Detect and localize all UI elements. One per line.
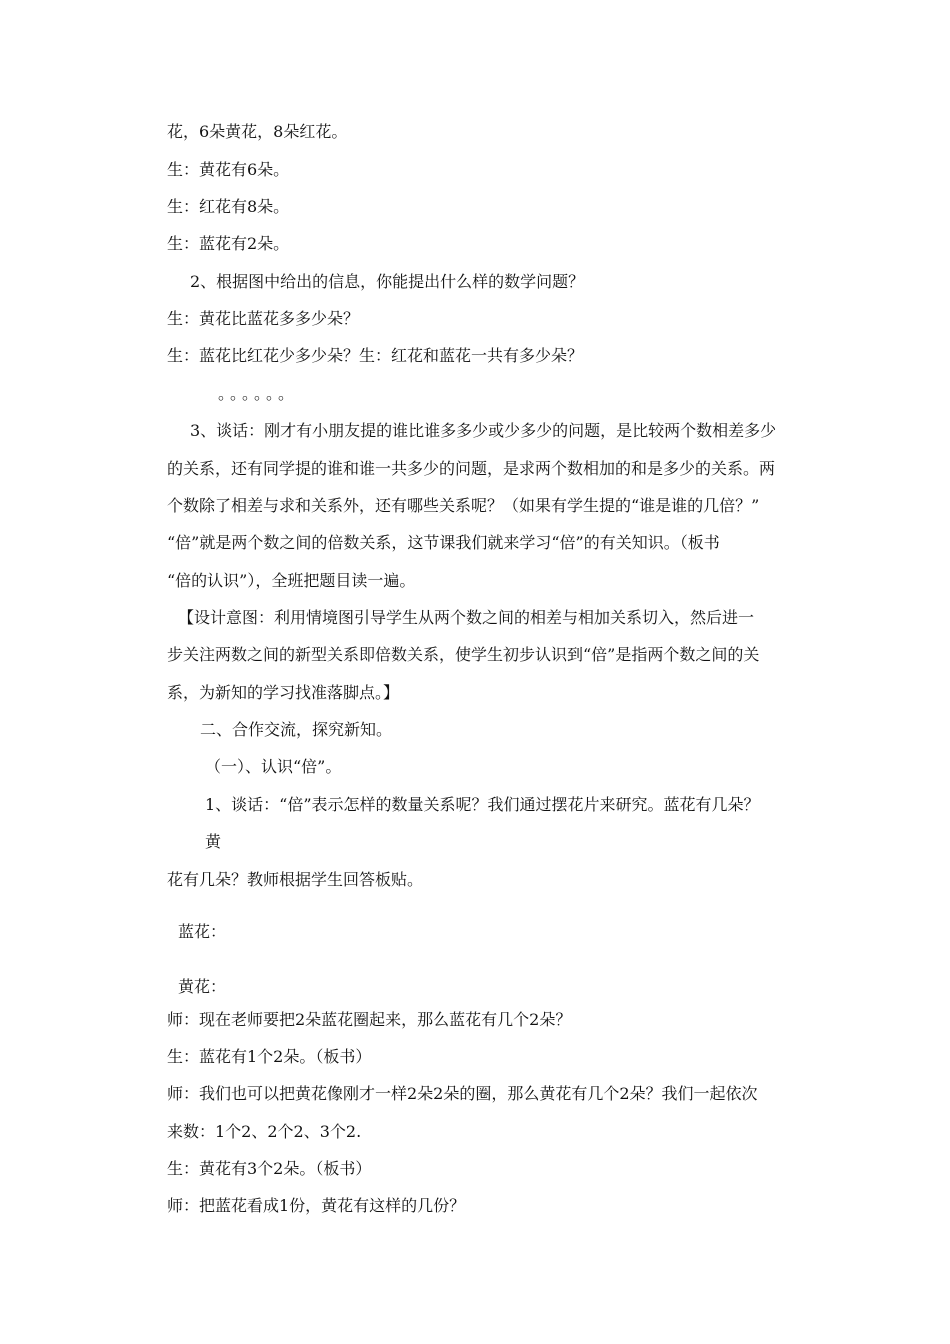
paragraph-line: 的关系，还有同学提的谁和谁一共多少的问题，是求两个数相加的和是多少的关系。两 <box>167 459 776 478</box>
text-line: 花，6朵黄花，8朵红花。 <box>167 122 348 141</box>
paragraph-line: “倍”就是两个数之间的倍数关系，这节课我们就来学习“倍”的有关知识。（板书 <box>167 533 720 552</box>
text-line: 师：现在老师要把2朵蓝花圈起来，那么蓝花有几个2朵？ <box>167 1010 572 1029</box>
text-line: 生：蓝花有2朵。 <box>167 234 290 253</box>
text-line: 生：蓝花有1个2朵。（板书） <box>167 1047 372 1066</box>
text-line: 生：黄花有6朵。 <box>167 160 290 179</box>
design-intent-line: 系，为新知的学习找准落脚点。】 <box>167 683 400 702</box>
text-line: 生：黄花有3个2朵。（板书） <box>167 1159 372 1178</box>
paragraph-line: 黄 <box>205 832 222 851</box>
paragraph-line: 1、谈话：“倍”表示怎样的数量关系呢？我们通过摆花片来研究。蓝花有几朵？ <box>205 795 760 814</box>
paragraph-line: 个数除了相差与求和关系外，还有哪些关系呢？（如果有学生提的“谁是谁的几倍？” <box>167 496 760 515</box>
text-line: 师：我们也可以把黄花像刚才一样2朵2朵的圈，那么黄花有几个2朵？我们一起依次 <box>167 1084 758 1103</box>
text-line: 生：蓝花比红花少多少朵？生：红花和蓝花一共有多少朵？ <box>167 346 584 365</box>
question-heading: 2、根据图中给出的信息，你能提出什么样的数学问题？ <box>190 272 585 291</box>
ellipsis-line: 。。。。。。 <box>218 384 299 403</box>
yellow-flower-label: 黄花： <box>178 977 227 996</box>
paragraph-line: 3、谈话：刚才有小朋友提的谁比谁多多少或少多少的问题，是比较两个数相差多少 <box>190 421 777 440</box>
design-intent-line: 【设计意图：利用情境图引导学生从两个数之间的相差与相加关系切入，然后进一 <box>178 608 755 627</box>
design-intent-line: 步关注两数之间的新型关系即倍数关系，使学生初步认识到“倍”是指两个数之间的关 <box>167 645 760 664</box>
subsection-heading: （一）、认识“倍”。 <box>205 757 342 776</box>
text-line: 来数：1个2、2个2、3个2. <box>167 1122 362 1141</box>
paragraph-line: 花有几朵？教师根据学生回答板贴。 <box>167 870 424 889</box>
text-line: 生：红花有8朵。 <box>167 197 290 216</box>
blue-flower-label: 蓝花： <box>178 922 227 941</box>
section-heading: 二、合作交流，探究新知。 <box>200 720 393 739</box>
paragraph-line: “倍的认识”），全班把题目读一遍。 <box>167 571 416 590</box>
text-line: 师：把蓝花看成1份，黄花有这样的几份？ <box>167 1196 466 1215</box>
text-line: 生：黄花比蓝花多多少朵？ <box>167 309 360 328</box>
